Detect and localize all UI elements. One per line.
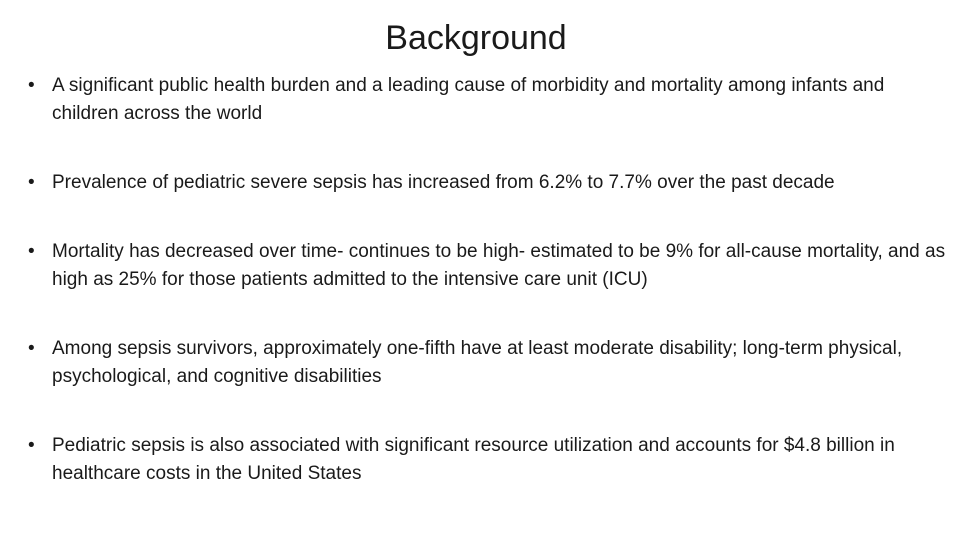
- bullet-dot-icon: •: [28, 172, 35, 193]
- bullet-item: [26, 169, 946, 197]
- bullet-text: A significant public health burden and a leading cause of morbidity and mortality among infants and children across the world: [52, 75, 885, 124]
- bullet-list: [26, 72, 946, 529]
- bullet-item: [26, 335, 946, 391]
- bullet-dot-icon: •: [28, 435, 35, 456]
- bullet-dot-icon: •: [28, 75, 35, 96]
- slide-title: Background: [385, 19, 567, 57]
- bullet-item: [26, 72, 946, 128]
- bullet-dot-icon: •: [28, 338, 35, 359]
- bullet-text: Mortality has decreased over time- continues to be high- estimated to be 9% for all-cause mortality, and as high as 25% for those patients admitted to the intensive care unit (ICU): [52, 241, 946, 290]
- bullet-text: Prevalence of pediatric severe sepsis has increased from 6.2% to 7.7% over the past decade: [52, 172, 835, 193]
- bullet-text: Pediatric sepsis is also associated with significant resource utilization and accounts for $4.8 billion in healthcare costs in the United States: [52, 435, 895, 484]
- bullet-item: [26, 238, 946, 294]
- bullet-text: Among sepsis survivors, approximately one-fifth have at least moderate disability; long-term physical, psychological, and cognitive disabilities: [52, 338, 903, 387]
- bullet-item: [26, 432, 946, 488]
- bullet-dot-icon: •: [28, 241, 35, 262]
